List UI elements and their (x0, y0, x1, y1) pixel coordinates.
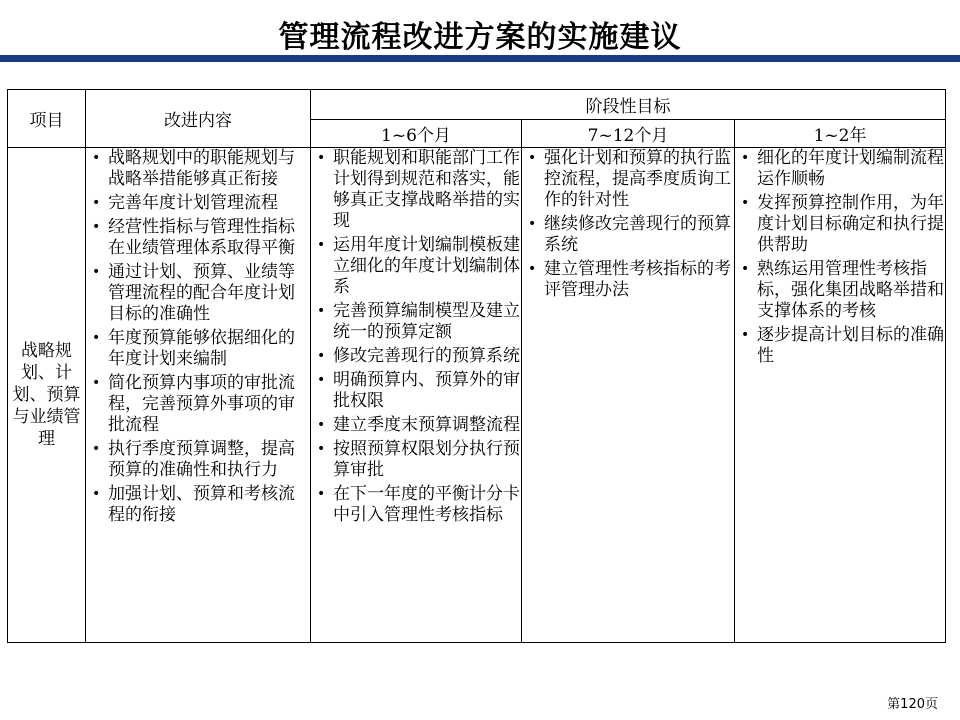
item-cell: 战略规划、计划、预算与业绩管理 (8, 148, 86, 643)
list-item-text: 逐步提高计划目标的准确性 (757, 325, 944, 366)
header-content: 改进内容 (86, 90, 311, 148)
goals-1-6-months-list (311, 148, 521, 526)
bullet-icon: • (92, 195, 101, 211)
list-item-text: 在下一年度的平衡计分卡中引入管理性考核指标 (333, 484, 520, 525)
list-item-text: 明确预算内、预算外的审批权限 (333, 370, 520, 411)
list-item (522, 214, 734, 256)
list-item-text: 运用年度计划编制模板建立细化的年度计划编制体系 (333, 235, 520, 297)
list-item-text: 执行季度预算调整，提高预算的准确性和执行力 (108, 439, 295, 480)
list-item (86, 373, 310, 436)
list-item-text: 细化的年度计划编制流程运作顺畅 (757, 148, 944, 189)
list-item (522, 259, 734, 301)
list-item-text: 年度预算能够依据细化的年度计划来编制 (108, 328, 295, 369)
list-item (86, 484, 310, 526)
list-item-text: 熟练运用管理性考核指标，强化集团战略举措和支撑体系的考核 (757, 259, 944, 321)
list-item (311, 148, 521, 232)
list-item-text: 建立管理性考核指标的考评管理办法 (544, 259, 731, 300)
bullet-icon: • (528, 216, 537, 232)
goals-7-12-months-cell (522, 148, 735, 643)
bullet-icon: • (317, 417, 326, 433)
bullet-icon: • (92, 441, 101, 457)
header-item: 项目 (8, 90, 86, 148)
list-item-text: 修改完善现行的预算系统 (333, 346, 520, 366)
bullet-icon: • (317, 150, 326, 166)
list-item-text: 按照预算权限划分执行预算审批 (333, 439, 520, 480)
bullet-icon: • (317, 441, 326, 457)
title-divider (0, 55, 960, 62)
bullet-icon: • (741, 327, 750, 343)
content-cell (86, 148, 311, 643)
page-title: 管理流程改进方案的实施建议 (278, 20, 682, 55)
list-item-text: 职能规划和职能部门工作计划得到规范和落实，能够真正支撑战略举措的实现 (333, 148, 520, 231)
list-item-text: 发挥预算控制作用，为年度计划目标确定和执行提供帮助 (757, 193, 944, 255)
list-item (522, 148, 734, 211)
bullet-icon: • (92, 375, 101, 391)
implementation-table (7, 89, 946, 643)
list-item (735, 148, 945, 190)
list-item-text: 完善年度计划管理流程 (108, 193, 278, 213)
list-item (311, 370, 521, 412)
bullet-icon: • (741, 150, 750, 166)
goals-1-2-years-cell (735, 148, 946, 643)
list-item-text: 战略规划中的职能规划与战略举措能够真正衔接 (108, 148, 295, 189)
bullet-icon: • (317, 348, 326, 364)
bullet-icon: • (741, 195, 750, 211)
list-item (86, 193, 310, 214)
header-goals: 阶段性目标 (311, 90, 946, 120)
list-item (735, 259, 945, 322)
bullet-icon: • (92, 330, 101, 346)
list-item-text: 加强计划、预算和考核流程的衔接 (108, 484, 295, 525)
goals-1-6-months-cell (311, 148, 522, 643)
list-item (311, 439, 521, 481)
bullet-icon: • (528, 150, 537, 166)
list-item-text: 完善预算编制模型及建立统一的预算定额 (333, 301, 520, 342)
list-item (311, 484, 521, 526)
header-period-1-2-years: 1~2年 (735, 120, 946, 148)
list-item-text: 继续修改完善现行的预算系统 (544, 214, 731, 255)
bullet-icon: • (528, 261, 537, 277)
bullet-icon: • (317, 303, 326, 319)
bullet-icon: • (92, 264, 101, 280)
list-item-text: 简化预算内事项的审批流程，完善预算外事项的审批流程 (108, 373, 295, 435)
list-item (86, 217, 310, 259)
bullet-icon: • (317, 372, 326, 388)
bullet-icon: • (92, 150, 101, 166)
table-row (8, 148, 946, 643)
list-item (735, 325, 945, 367)
header-period-1-6-months: 1~6个月 (311, 120, 522, 148)
list-item (311, 415, 521, 436)
list-item-text: 建立季度末预算调整流程 (333, 415, 520, 435)
bullet-icon: • (92, 219, 101, 235)
bullet-icon: • (317, 237, 326, 253)
list-item (311, 301, 521, 343)
list-item-text: 经营性指标与管理性指标在业绩管理体系取得平衡 (108, 217, 295, 258)
goals-1-2-years-list (735, 148, 945, 367)
list-item (86, 439, 310, 481)
list-item (311, 235, 521, 298)
bullet-icon: • (92, 486, 101, 502)
list-item (735, 193, 945, 256)
bullet-icon: • (741, 261, 750, 277)
list-item (311, 346, 521, 367)
bullet-icon: • (317, 486, 326, 502)
list-item-text: 通过计划、预算、业绩等管理流程的配合年度计划目标的准确性 (108, 262, 295, 324)
list-item (86, 148, 310, 190)
list-item (86, 262, 310, 325)
page-number: 第120页 (887, 697, 938, 712)
list-item-text: 强化计划和预算的执行监控流程，提高季度质询工作的针对性 (544, 148, 731, 210)
goals-7-12-months-list (522, 148, 734, 301)
list-item (86, 328, 310, 370)
content-list (86, 148, 310, 526)
header-period-7-12-months: 7~12个月 (522, 120, 735, 148)
